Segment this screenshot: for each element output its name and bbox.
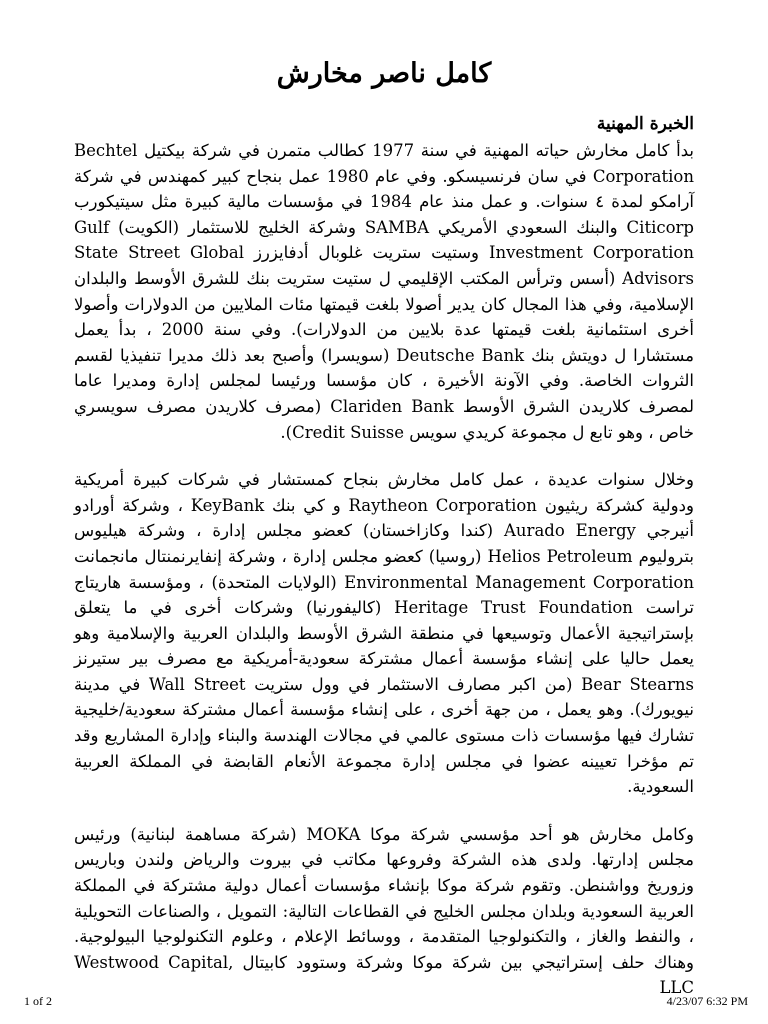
paragraph-career: بدأ كامل مخارش حياته المهنية في سنة 1977 كطالب متمرن في شركة بيكتيل Bechtel Corporation في سان فرنسيسكو. وفي عام 1980 عمل بنجاح كبير كمهندس في شركة آرامكو لمدة ٤ سنوات. و عمل منذ عام 1984 في مؤسسات مالية كبيرة مثل سيتيكورب Citicorp والبنك السعودي الأمريكي SAMBA وشركة الخليج للاستثمار (الكويت) Gulf Investment Corporation وستيت ستريت غلوبال أدفايزرز State Street Global Advisors (أسس وترأس المكتب الإقليمي ل ستيت ستريت بنك للشرق الأوسط والبلدان الإسلامية، وفي هذا المجال كان يدير أصولا بلغت قيمتها مئات الملايين من الدولارات وأصولا أخرى استئمانية بلغت قيمتها عدة بلايين من الدولارات). وفي سنة 2000 ، بدأ يعمل مستشارا ل دويتش بنك Deutsche Bank (سويسرا) وأصبح بعد ذلك مديرا تنفيذيا لقسم الثروات الخاصة. وفي الآونة الأخيرة ، كان مؤسسا ورئيسا لمجلس إدارة ومديرا عاما لمصرف كلاريدن الشرق الأوسط Clariden Bank (مصرف كلاريدن مصرف سويسري خاص ، وهو تابع ل مجموعة كريدي سويس Credit Suisse).: [74, 141, 695, 442]
paragraph-moka: وكامل مخارش هو أحد مؤسسي شركة موكا MOKA (شركة مساهمة لبنانية) ورئيس مجلس إدارتها. ولدى هذه الشركة وفروعها مكاتب في بيروت والرياض ولندن وباريس وزوريخ وواشنطن. وتقوم شركة موكا بإنشاء مؤسسات أعمال دولية مشتركة في المملكة العربية السعودية وبلدان مجلس الخليج في القطاعات التالية: التمويل ، والصناعات التحويلية ، والنفط والغاز ، والتكنولوجيا المتقدمة ، ووسائط الإعلام ، وعلوم التكنولوجيا البيولوجية. وهناك حلف إستراتيجي بين شركة موكا وشركة وستوود كابيتال Westwood Capital, LLC: [74, 824, 694, 998]
print-timestamp: 4/23/07 6:32 PM: [666, 994, 748, 1008]
page-title: كامل ناصر مخارش: [276, 58, 492, 89]
section-heading: الخبرة المهنية: [596, 114, 694, 134]
page-number: 1 of 2: [24, 994, 52, 1008]
paragraph-consulting: وخلال سنوات عديدة ، عمل كامل مخارش بنجاح كمستشار في شركات كبيرة أمريكية ودولية كشركة ريثيون Raytheon Corporation و كي بنك KeyBank ، وشركة أورادو أنيرجي Aurado Energy (كندا وكازاخستان) كعضو مجلس إدارة ، وشركة هيليوس بتروليوم Helios Petroleum (روسيا) كعضو مجلس إدارة ، وشركة إنفايرنمنتال مانجمانت Environmental Management Corporation (الولايات المتحدة) ، ومؤسسة هاريتاج تراست Heritage Trust Foundation (كاليفورنيا) وشركات أخرى في ما يتعلق بإستراتيجية الأعمال وتوسيعها في منطقة الشرق الأوسط والبلدان العربية والإسلامية وهو يعمل حاليا على إنشاء مؤسسة أعمال مشتركة سعودية-أمريكية مع مصرف بير ستيرنز Bear Stearns (من اكبر مصارف الاستثمار في وول ستريت Wall Street في مدينة نيويورك). وهو يعمل ، من جهة أخرى ، على إنشاء مؤسسة أعمال مشتركة سعودية/خليجية تشارك فيها مؤسسات ذات مستوى عالمي في مجالات الهندسة والبناء وإدارة المشاريع وقد تم مؤخرا تعيينه عضوا في مجلس إدارة مجموعة الأنعام القابضة في المملكة العربية السعودية.: [74, 470, 694, 797]
document-body: [74, 112, 694, 1001]
